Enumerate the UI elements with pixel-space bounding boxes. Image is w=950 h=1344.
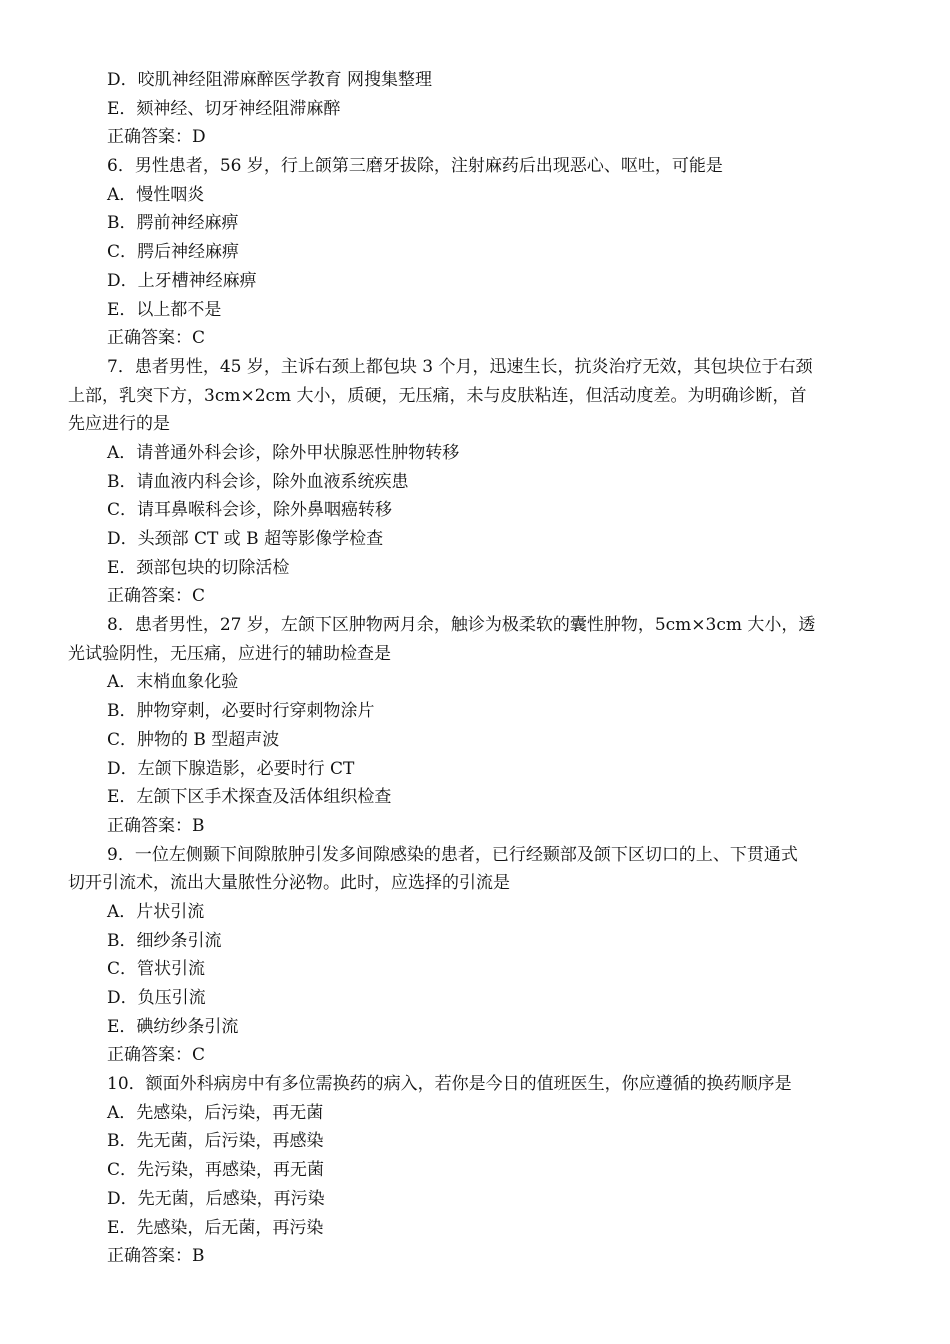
option-line: D．左颌下腺造影，必要时行 CT (107, 758, 355, 779)
option-line: A．片状引流 (107, 901, 205, 922)
option-line: B．肿物穿刺，必要时行穿刺物涂片 (107, 701, 375, 722)
question-stem: 6．男性患者，56 岁，行上颌第三磨牙拔除，注射麻药后出现恶心、呕吐，可能是 (107, 156, 723, 177)
option-line: C．管状引流 (107, 959, 206, 980)
option-line: E．颏神经、切牙神经阻滞麻醉 (107, 98, 341, 119)
option-line: A．末梢血象化验 (107, 672, 239, 693)
document-page (0, 66, 950, 1271)
option-line: C．腭后神经麻痹 (107, 242, 240, 263)
option-line: C．肿物的 B 型超声波 (107, 729, 280, 750)
question-stem: 7．患者男性，45 岁，主诉右颈上都包块 3 个月，迅速生长，抗炎治疗无效，其包块位于右颈 (107, 356, 813, 377)
option-line: D．咬肌神经阻滞麻醉医学教育 网搜集整理 (107, 70, 433, 90)
option-line: E．碘纺纱条引流 (107, 1016, 239, 1037)
answer-line: 正确答案：B (107, 1246, 205, 1267)
answer-line: 正确答案：C (107, 328, 206, 349)
question-stem: 8．患者男性，27 岁，左颌下区肿物两月余，触诊为极柔软的囊性肿物，5cm×3cm 大小，透 (107, 615, 816, 636)
option-line: B．细纱条引流 (107, 930, 222, 951)
option-line: A．慢性咽炎 (107, 184, 205, 205)
question-stem: 9．一位左侧颞下间隙脓肿引发多间隙感染的患者，已行经颞部及颌下区切口的上、下贯通式 (107, 844, 798, 865)
question-stem-continuation: 切开引流术，流出大量脓性分泌物。此时，应选择的引流是 (68, 873, 510, 894)
option-line: B．先无菌，后污染，再感染 (107, 1131, 324, 1152)
question-stem: 10．额面外科病房中有多位需换药的病入，若你是今日的值班医生，你应遵循的换药顺序是 (107, 1074, 792, 1095)
option-line: A．先感染，后污染，再无菌 (107, 1102, 324, 1123)
option-line: D．负压引流 (107, 988, 206, 1008)
answer-line: 正确答案：D (107, 127, 206, 148)
question-stem-continuation: 上部，乳突下方，3cm×2cm 大小，质硬，无压痛，未与皮肤粘连，但活动度差。为明确诊断，首 (68, 385, 807, 406)
answer-line: 正确答案：C (107, 586, 206, 607)
answer-line: 正确答案：B (107, 815, 205, 836)
option-line: D．先无菌，后感染，再污染 (107, 1188, 325, 1209)
option-line: B．腭前神经麻痹 (107, 213, 239, 234)
option-line: E．先感染，后无菌，再污染 (107, 1217, 324, 1238)
option-line: B．请血液内科会诊，除外血液系统疾患 (107, 471, 409, 492)
question-stem-continuation: 光试验阴性，无压痛，应进行的辅助检查是 (68, 643, 391, 664)
option-line: E．左颌下区手术探查及活体组织检查 (107, 787, 392, 808)
option-line: E．以上都不是 (107, 299, 222, 320)
option-line: D．头颈部 CT 或 B 超等影像学检查 (107, 529, 384, 549)
option-line: C．先污染，再感染，再无菌 (107, 1160, 325, 1181)
option-line: A．请普通外科会诊，除外甲状腺恶性肿物转移 (107, 442, 460, 463)
answer-line: 正确答案：C (107, 1045, 206, 1066)
option-line: E．颈部包块的切除活检 (107, 557, 290, 578)
question-stem-continuation: 先应进行的是 (68, 414, 170, 435)
option-line: D．上牙槽神经麻痹 (107, 270, 257, 291)
option-line: C．请耳鼻喉科会诊，除外鼻咽癌转移 (107, 500, 393, 521)
